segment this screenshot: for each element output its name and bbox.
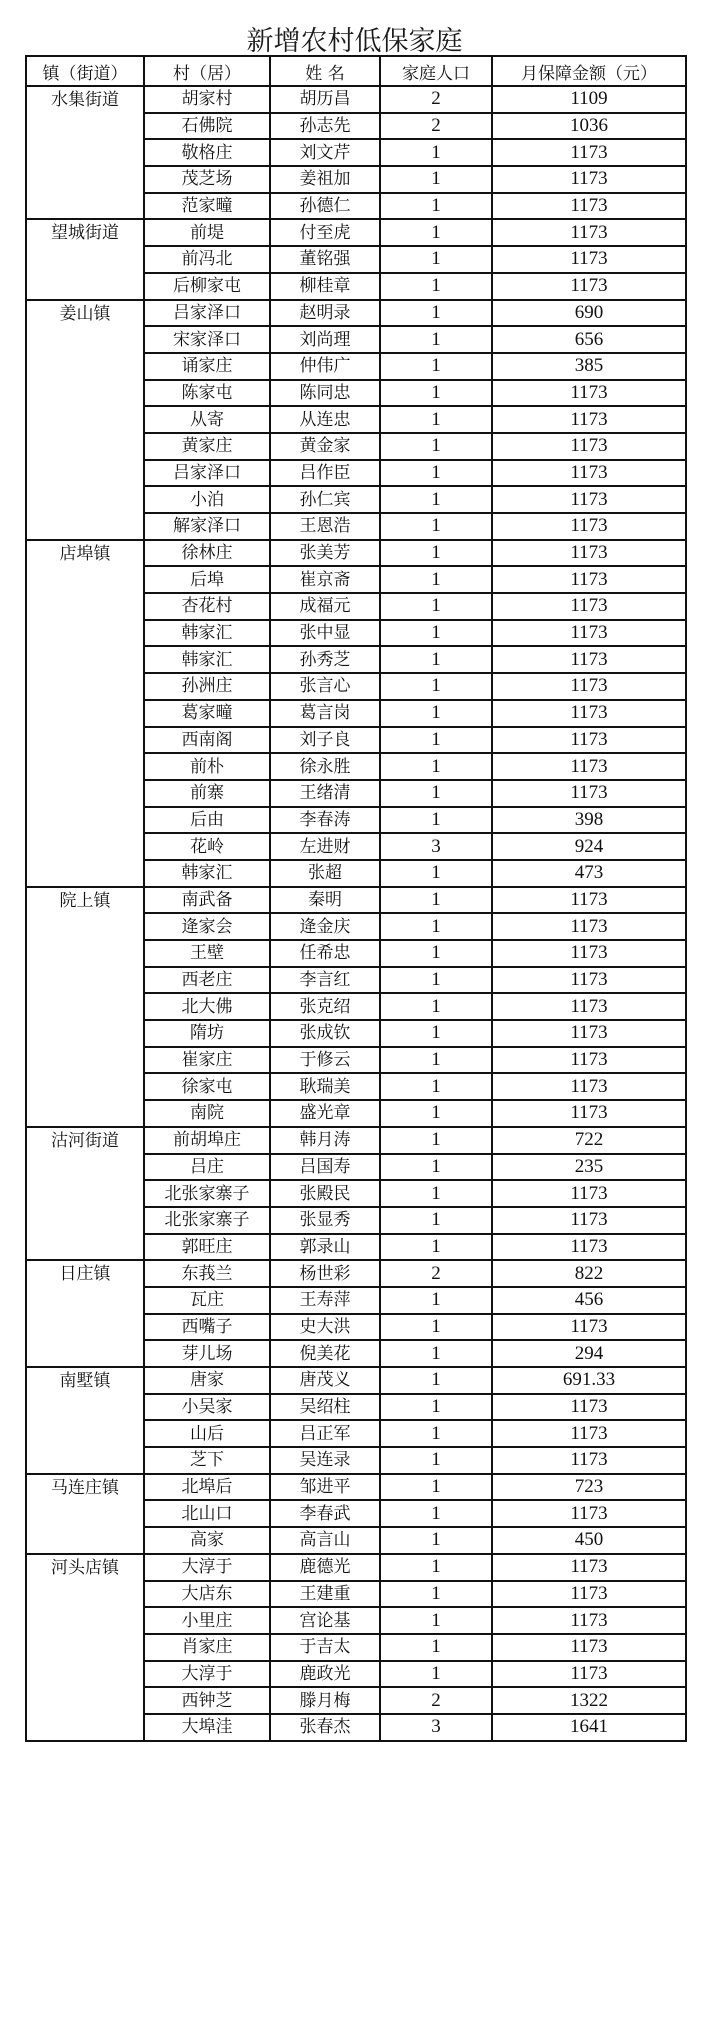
- monthly-amount-cell: 1173: [492, 566, 686, 593]
- household-size-cell: 1: [380, 1661, 492, 1688]
- village-cell: 韩家汇: [144, 646, 270, 673]
- household-size-cell: 1: [380, 139, 492, 166]
- table-row: [26, 887, 686, 914]
- household-size-cell: 1: [380, 860, 492, 887]
- name-cell: 李春武: [270, 1500, 380, 1527]
- village-cell: 北山口: [144, 1500, 270, 1527]
- header-name: 姓 名: [270, 56, 380, 86]
- name-cell: 邹进平: [270, 1474, 380, 1501]
- monthly-amount-cell: 1173: [492, 380, 686, 407]
- name-cell: 张克绍: [270, 993, 380, 1020]
- monthly-amount-cell: 1173: [492, 1047, 686, 1074]
- household-size-cell: 1: [380, 1607, 492, 1634]
- household-size-cell: 1: [380, 1047, 492, 1074]
- village-cell: 前寨: [144, 780, 270, 807]
- village-cell: 杏花村: [144, 593, 270, 620]
- village-cell: 大店东: [144, 1581, 270, 1608]
- name-cell: 李言红: [270, 967, 380, 994]
- town-cell: 沽河街道: [26, 1127, 144, 1260]
- household-size-cell: 1: [380, 540, 492, 567]
- village-cell: 前胡埠庄: [144, 1127, 270, 1154]
- name-cell: 宫论基: [270, 1607, 380, 1634]
- household-size-cell: 1: [380, 967, 492, 994]
- household-size-cell: 2: [380, 1687, 492, 1714]
- household-size-cell: 1: [380, 513, 492, 540]
- monthly-amount-cell: 1173: [492, 1180, 686, 1207]
- household-size-cell: 1: [380, 1554, 492, 1581]
- table-row: [26, 1127, 686, 1154]
- name-cell: 逄金庆: [270, 913, 380, 940]
- household-size-cell: 1: [380, 1500, 492, 1527]
- table-row: [26, 1260, 686, 1287]
- household-size-cell: 1: [380, 753, 492, 780]
- household-size-cell: 1: [380, 1287, 492, 1314]
- town-cell: 日庄镇: [26, 1260, 144, 1367]
- village-cell: 大淳于: [144, 1661, 270, 1688]
- name-cell: 孙德仁: [270, 193, 380, 220]
- monthly-amount-cell: 1173: [492, 1314, 686, 1341]
- name-cell: 孙志先: [270, 113, 380, 140]
- name-cell: 张显秀: [270, 1207, 380, 1234]
- name-cell: 郭录山: [270, 1234, 380, 1261]
- village-cell: 诵家庄: [144, 353, 270, 380]
- monthly-amount-cell: 294: [492, 1340, 686, 1367]
- monthly-amount-cell: 1173: [492, 1661, 686, 1688]
- name-cell: 张殿民: [270, 1180, 380, 1207]
- village-cell: 东莪兰: [144, 1260, 270, 1287]
- name-cell: 孙仁宾: [270, 486, 380, 513]
- household-size-cell: 1: [380, 993, 492, 1020]
- name-cell: 高言山: [270, 1527, 380, 1554]
- monthly-amount-cell: 1173: [492, 139, 686, 166]
- name-cell: 从连忠: [270, 406, 380, 433]
- monthly-amount-cell: 1173: [492, 620, 686, 647]
- table-body: [26, 86, 686, 1741]
- household-size-cell: 1: [380, 486, 492, 513]
- monthly-amount-cell: 473: [492, 860, 686, 887]
- town-cell: 马连庄镇: [26, 1474, 144, 1554]
- monthly-amount-cell: 1036: [492, 113, 686, 140]
- name-cell: 刘子良: [270, 727, 380, 754]
- household-size-cell: 1: [380, 1100, 492, 1127]
- village-cell: 肖家庄: [144, 1634, 270, 1661]
- household-size-cell: 1: [380, 353, 492, 380]
- household-size-cell: 2: [380, 1260, 492, 1287]
- monthly-amount-cell: 1173: [492, 406, 686, 433]
- household-size-cell: 1: [380, 1207, 492, 1234]
- village-cell: 胡家村: [144, 86, 270, 113]
- village-cell: 从寄: [144, 406, 270, 433]
- monthly-amount-cell: 1173: [492, 540, 686, 567]
- household-size-cell: 1: [380, 166, 492, 193]
- household-size-cell: 1: [380, 326, 492, 353]
- monthly-amount-cell: 1173: [492, 460, 686, 487]
- monthly-amount-cell: 656: [492, 326, 686, 353]
- village-cell: 山后: [144, 1420, 270, 1447]
- town-cell: 河头店镇: [26, 1554, 144, 1741]
- monthly-amount-cell: 1173: [492, 967, 686, 994]
- name-cell: 徐永胜: [270, 753, 380, 780]
- name-cell: 刘尚理: [270, 326, 380, 353]
- town-cell: 水集街道: [26, 86, 144, 219]
- table-row: [26, 86, 686, 113]
- monthly-amount-cell: 1173: [492, 1207, 686, 1234]
- monthly-amount-cell: 1641: [492, 1714, 686, 1741]
- name-cell: 赵明录: [270, 300, 380, 327]
- village-cell: 解家泽口: [144, 513, 270, 540]
- village-cell: 韩家汇: [144, 860, 270, 887]
- village-cell: 黄家庄: [144, 433, 270, 460]
- village-cell: 吕家泽口: [144, 300, 270, 327]
- monthly-amount-cell: 1173: [492, 166, 686, 193]
- village-cell: 南院: [144, 1100, 270, 1127]
- name-cell: 葛言岗: [270, 700, 380, 727]
- village-cell: 茂芝场: [144, 166, 270, 193]
- village-cell: 大淳于: [144, 1554, 270, 1581]
- name-cell: 吕正军: [270, 1420, 380, 1447]
- monthly-amount-cell: 1173: [492, 753, 686, 780]
- village-cell: 大埠洼: [144, 1714, 270, 1741]
- name-cell: 于修云: [270, 1047, 380, 1074]
- document-title: 新增农村低保家庭: [246, 26, 463, 57]
- village-cell: 小泊: [144, 486, 270, 513]
- monthly-amount-cell: 1173: [492, 273, 686, 300]
- village-cell: 后由: [144, 807, 270, 834]
- monthly-amount-cell: 1173: [492, 1581, 686, 1608]
- village-cell: 后埠: [144, 566, 270, 593]
- village-cell: 前朴: [144, 753, 270, 780]
- table-row: [26, 1474, 686, 1501]
- monthly-amount-cell: 1173: [492, 646, 686, 673]
- monthly-amount-cell: 1173: [492, 780, 686, 807]
- monthly-amount-cell: 1173: [492, 433, 686, 460]
- name-cell: 左进财: [270, 833, 380, 860]
- village-cell: 瓦庄: [144, 1287, 270, 1314]
- table-header-row: [26, 56, 686, 86]
- household-size-cell: 1: [380, 273, 492, 300]
- household-size-cell: 1: [380, 646, 492, 673]
- monthly-amount-cell: 1173: [492, 913, 686, 940]
- village-cell: 南武备: [144, 887, 270, 914]
- village-cell: 北张家寨子: [144, 1180, 270, 1207]
- household-size-cell: 1: [380, 460, 492, 487]
- name-cell: 鹿德光: [270, 1554, 380, 1581]
- monthly-amount-cell: 1173: [492, 1554, 686, 1581]
- name-cell: 李春涛: [270, 807, 380, 834]
- town-cell: 望城街道: [26, 219, 144, 299]
- town-cell: 姜山镇: [26, 300, 144, 540]
- name-cell: 盛光章: [270, 1100, 380, 1127]
- household-size-cell: 1: [380, 1073, 492, 1100]
- village-cell: 芽儿场: [144, 1340, 270, 1367]
- village-cell: 西老庄: [144, 967, 270, 994]
- monthly-amount-cell: 1173: [492, 1073, 686, 1100]
- header-town: 镇（街道）: [26, 56, 144, 86]
- household-size-cell: 1: [380, 1234, 492, 1261]
- household-size-cell: 1: [380, 193, 492, 220]
- household-size-cell: 1: [380, 406, 492, 433]
- name-cell: 柳桂章: [270, 273, 380, 300]
- monthly-amount-cell: 722: [492, 1127, 686, 1154]
- monthly-amount-cell: 1109: [492, 86, 686, 113]
- monthly-amount-cell: 1173: [492, 727, 686, 754]
- village-cell: 花岭: [144, 833, 270, 860]
- town-cell: 南墅镇: [26, 1367, 144, 1474]
- name-cell: 王建重: [270, 1581, 380, 1608]
- household-size-cell: 1: [380, 673, 492, 700]
- monthly-amount-cell: 1173: [492, 940, 686, 967]
- name-cell: 韩月涛: [270, 1127, 380, 1154]
- name-cell: 胡历昌: [270, 86, 380, 113]
- monthly-amount-cell: 1173: [492, 1100, 686, 1127]
- village-cell: 王壁: [144, 940, 270, 967]
- monthly-amount-cell: 1173: [492, 1020, 686, 1047]
- monthly-amount-cell: 235: [492, 1154, 686, 1181]
- village-cell: 北大佛: [144, 993, 270, 1020]
- monthly-amount-cell: 1173: [492, 513, 686, 540]
- monthly-amount-cell: 1173: [492, 1447, 686, 1474]
- household-size-cell: 1: [380, 887, 492, 914]
- name-cell: 仲伟广: [270, 353, 380, 380]
- village-cell: 高家: [144, 1527, 270, 1554]
- name-cell: 董铭强: [270, 246, 380, 273]
- village-cell: 前冯北: [144, 246, 270, 273]
- village-cell: 小里庄: [144, 1607, 270, 1634]
- village-cell: 崔家庄: [144, 1047, 270, 1074]
- monthly-amount-cell: 1173: [492, 1420, 686, 1447]
- name-cell: 吕作臣: [270, 460, 380, 487]
- name-cell: 张中显: [270, 620, 380, 647]
- monthly-amount-cell: 1173: [492, 593, 686, 620]
- household-size-cell: 1: [380, 807, 492, 834]
- household-size-cell: 3: [380, 1714, 492, 1741]
- name-cell: 张成钦: [270, 1020, 380, 1047]
- name-cell: 张美芳: [270, 540, 380, 567]
- monthly-amount-cell: 1173: [492, 246, 686, 273]
- village-cell: 吕家泽口: [144, 460, 270, 487]
- household-size-cell: 1: [380, 1367, 492, 1394]
- household-size-cell: 1: [380, 1020, 492, 1047]
- monthly-amount-cell: 450: [492, 1527, 686, 1554]
- household-size-cell: 3: [380, 833, 492, 860]
- village-cell: 范家疃: [144, 193, 270, 220]
- household-size-cell: 1: [380, 246, 492, 273]
- low-income-households-table: [25, 55, 687, 1742]
- name-cell: 黄金家: [270, 433, 380, 460]
- monthly-amount-cell: 822: [492, 1260, 686, 1287]
- name-cell: 孙秀芝: [270, 646, 380, 673]
- name-cell: 陈同忠: [270, 380, 380, 407]
- village-cell: 宋家泽口: [144, 326, 270, 353]
- monthly-amount-cell: 1322: [492, 1687, 686, 1714]
- name-cell: 姜祖加: [270, 166, 380, 193]
- name-cell: 于吉太: [270, 1634, 380, 1661]
- village-cell: 吕庄: [144, 1154, 270, 1181]
- village-cell: 隋坊: [144, 1020, 270, 1047]
- household-size-cell: 1: [380, 940, 492, 967]
- monthly-amount-cell: 1173: [492, 673, 686, 700]
- household-size-cell: 1: [380, 219, 492, 246]
- name-cell: 杨世彩: [270, 1260, 380, 1287]
- header-household-size: 家庭人口: [380, 56, 492, 86]
- household-size-cell: 1: [380, 1180, 492, 1207]
- name-cell: 付至虎: [270, 219, 380, 246]
- table-row: [26, 219, 686, 246]
- monthly-amount-cell: 385: [492, 353, 686, 380]
- village-cell: 郭旺庄: [144, 1234, 270, 1261]
- village-cell: 西南阁: [144, 727, 270, 754]
- monthly-amount-cell: 1173: [492, 1394, 686, 1421]
- name-cell: 吴绍柱: [270, 1394, 380, 1421]
- household-size-cell: 1: [380, 1127, 492, 1154]
- name-cell: 鹿政光: [270, 1661, 380, 1688]
- table-row: [26, 1367, 686, 1394]
- monthly-amount-cell: 1173: [492, 993, 686, 1020]
- monthly-amount-cell: 1173: [492, 1500, 686, 1527]
- name-cell: 张春杰: [270, 1714, 380, 1741]
- household-size-cell: 1: [380, 1581, 492, 1608]
- header-village: 村（居）: [144, 56, 270, 86]
- household-size-cell: 1: [380, 1394, 492, 1421]
- monthly-amount-cell: 1173: [492, 219, 686, 246]
- monthly-amount-cell: 398: [492, 807, 686, 834]
- village-cell: 敬格庄: [144, 139, 270, 166]
- household-size-cell: 1: [380, 620, 492, 647]
- name-cell: 滕月梅: [270, 1687, 380, 1714]
- village-cell: 前堤: [144, 219, 270, 246]
- village-cell: 陈家屯: [144, 380, 270, 407]
- household-size-cell: 1: [380, 780, 492, 807]
- monthly-amount-cell: 1173: [492, 1607, 686, 1634]
- name-cell: 王恩浩: [270, 513, 380, 540]
- village-cell: 芝下: [144, 1447, 270, 1474]
- village-cell: 葛家疃: [144, 700, 270, 727]
- village-cell: 韩家汇: [144, 620, 270, 647]
- household-size-cell: 1: [380, 1527, 492, 1554]
- name-cell: 唐茂义: [270, 1367, 380, 1394]
- table-row: [26, 1554, 686, 1581]
- village-cell: 北埠后: [144, 1474, 270, 1501]
- village-cell: 北张家寨子: [144, 1207, 270, 1234]
- monthly-amount-cell: 690: [492, 300, 686, 327]
- household-size-cell: 1: [380, 1154, 492, 1181]
- monthly-amount-cell: 691.33: [492, 1367, 686, 1394]
- name-cell: 史大洪: [270, 1314, 380, 1341]
- header-monthly-amount: 月保障金额（元）: [492, 56, 686, 86]
- household-size-cell: 1: [380, 380, 492, 407]
- village-cell: 西嘴子: [144, 1314, 270, 1341]
- household-size-cell: 1: [380, 913, 492, 940]
- village-cell: 唐家: [144, 1367, 270, 1394]
- household-size-cell: 2: [380, 113, 492, 140]
- village-cell: 后柳家屯: [144, 273, 270, 300]
- name-cell: 秦明: [270, 887, 380, 914]
- name-cell: 耿瑞美: [270, 1073, 380, 1100]
- household-size-cell: 1: [380, 1314, 492, 1341]
- monthly-amount-cell: 1173: [492, 887, 686, 914]
- household-size-cell: 1: [380, 1420, 492, 1447]
- name-cell: 王绪清: [270, 780, 380, 807]
- household-size-cell: 1: [380, 593, 492, 620]
- monthly-amount-cell: 1173: [492, 1634, 686, 1661]
- name-cell: 张言心: [270, 673, 380, 700]
- village-cell: 逄家会: [144, 913, 270, 940]
- household-size-cell: 1: [380, 300, 492, 327]
- monthly-amount-cell: 1173: [492, 486, 686, 513]
- name-cell: 成福元: [270, 593, 380, 620]
- household-size-cell: 1: [380, 1634, 492, 1661]
- household-size-cell: 1: [380, 1474, 492, 1501]
- table-row: [26, 540, 686, 567]
- village-cell: 徐林庄: [144, 540, 270, 567]
- name-cell: 倪美花: [270, 1340, 380, 1367]
- village-cell: 徐家屯: [144, 1073, 270, 1100]
- name-cell: 吴连录: [270, 1447, 380, 1474]
- name-cell: 任希忠: [270, 940, 380, 967]
- household-size-cell: 1: [380, 1340, 492, 1367]
- monthly-amount-cell: 723: [492, 1474, 686, 1501]
- monthly-amount-cell: 1173: [492, 1234, 686, 1261]
- household-size-cell: 1: [380, 433, 492, 460]
- town-cell: 院上镇: [26, 887, 144, 1127]
- village-cell: 小吴家: [144, 1394, 270, 1421]
- village-cell: 石佛院: [144, 113, 270, 140]
- monthly-amount-cell: 1173: [492, 700, 686, 727]
- household-size-cell: 1: [380, 566, 492, 593]
- name-cell: 张超: [270, 860, 380, 887]
- household-size-cell: 1: [380, 700, 492, 727]
- table-row: [26, 300, 686, 327]
- name-cell: 崔京斋: [270, 566, 380, 593]
- monthly-amount-cell: 924: [492, 833, 686, 860]
- monthly-amount-cell: 1173: [492, 193, 686, 220]
- name-cell: 刘文芹: [270, 139, 380, 166]
- village-cell: 西钟芝: [144, 1687, 270, 1714]
- name-cell: 吕国寿: [270, 1154, 380, 1181]
- village-cell: 孙洲庄: [144, 673, 270, 700]
- town-cell: 店埠镇: [26, 540, 144, 887]
- name-cell: 王寿萍: [270, 1287, 380, 1314]
- household-size-cell: 1: [380, 1447, 492, 1474]
- household-size-cell: 1: [380, 727, 492, 754]
- monthly-amount-cell: 456: [492, 1287, 686, 1314]
- household-size-cell: 2: [380, 86, 492, 113]
